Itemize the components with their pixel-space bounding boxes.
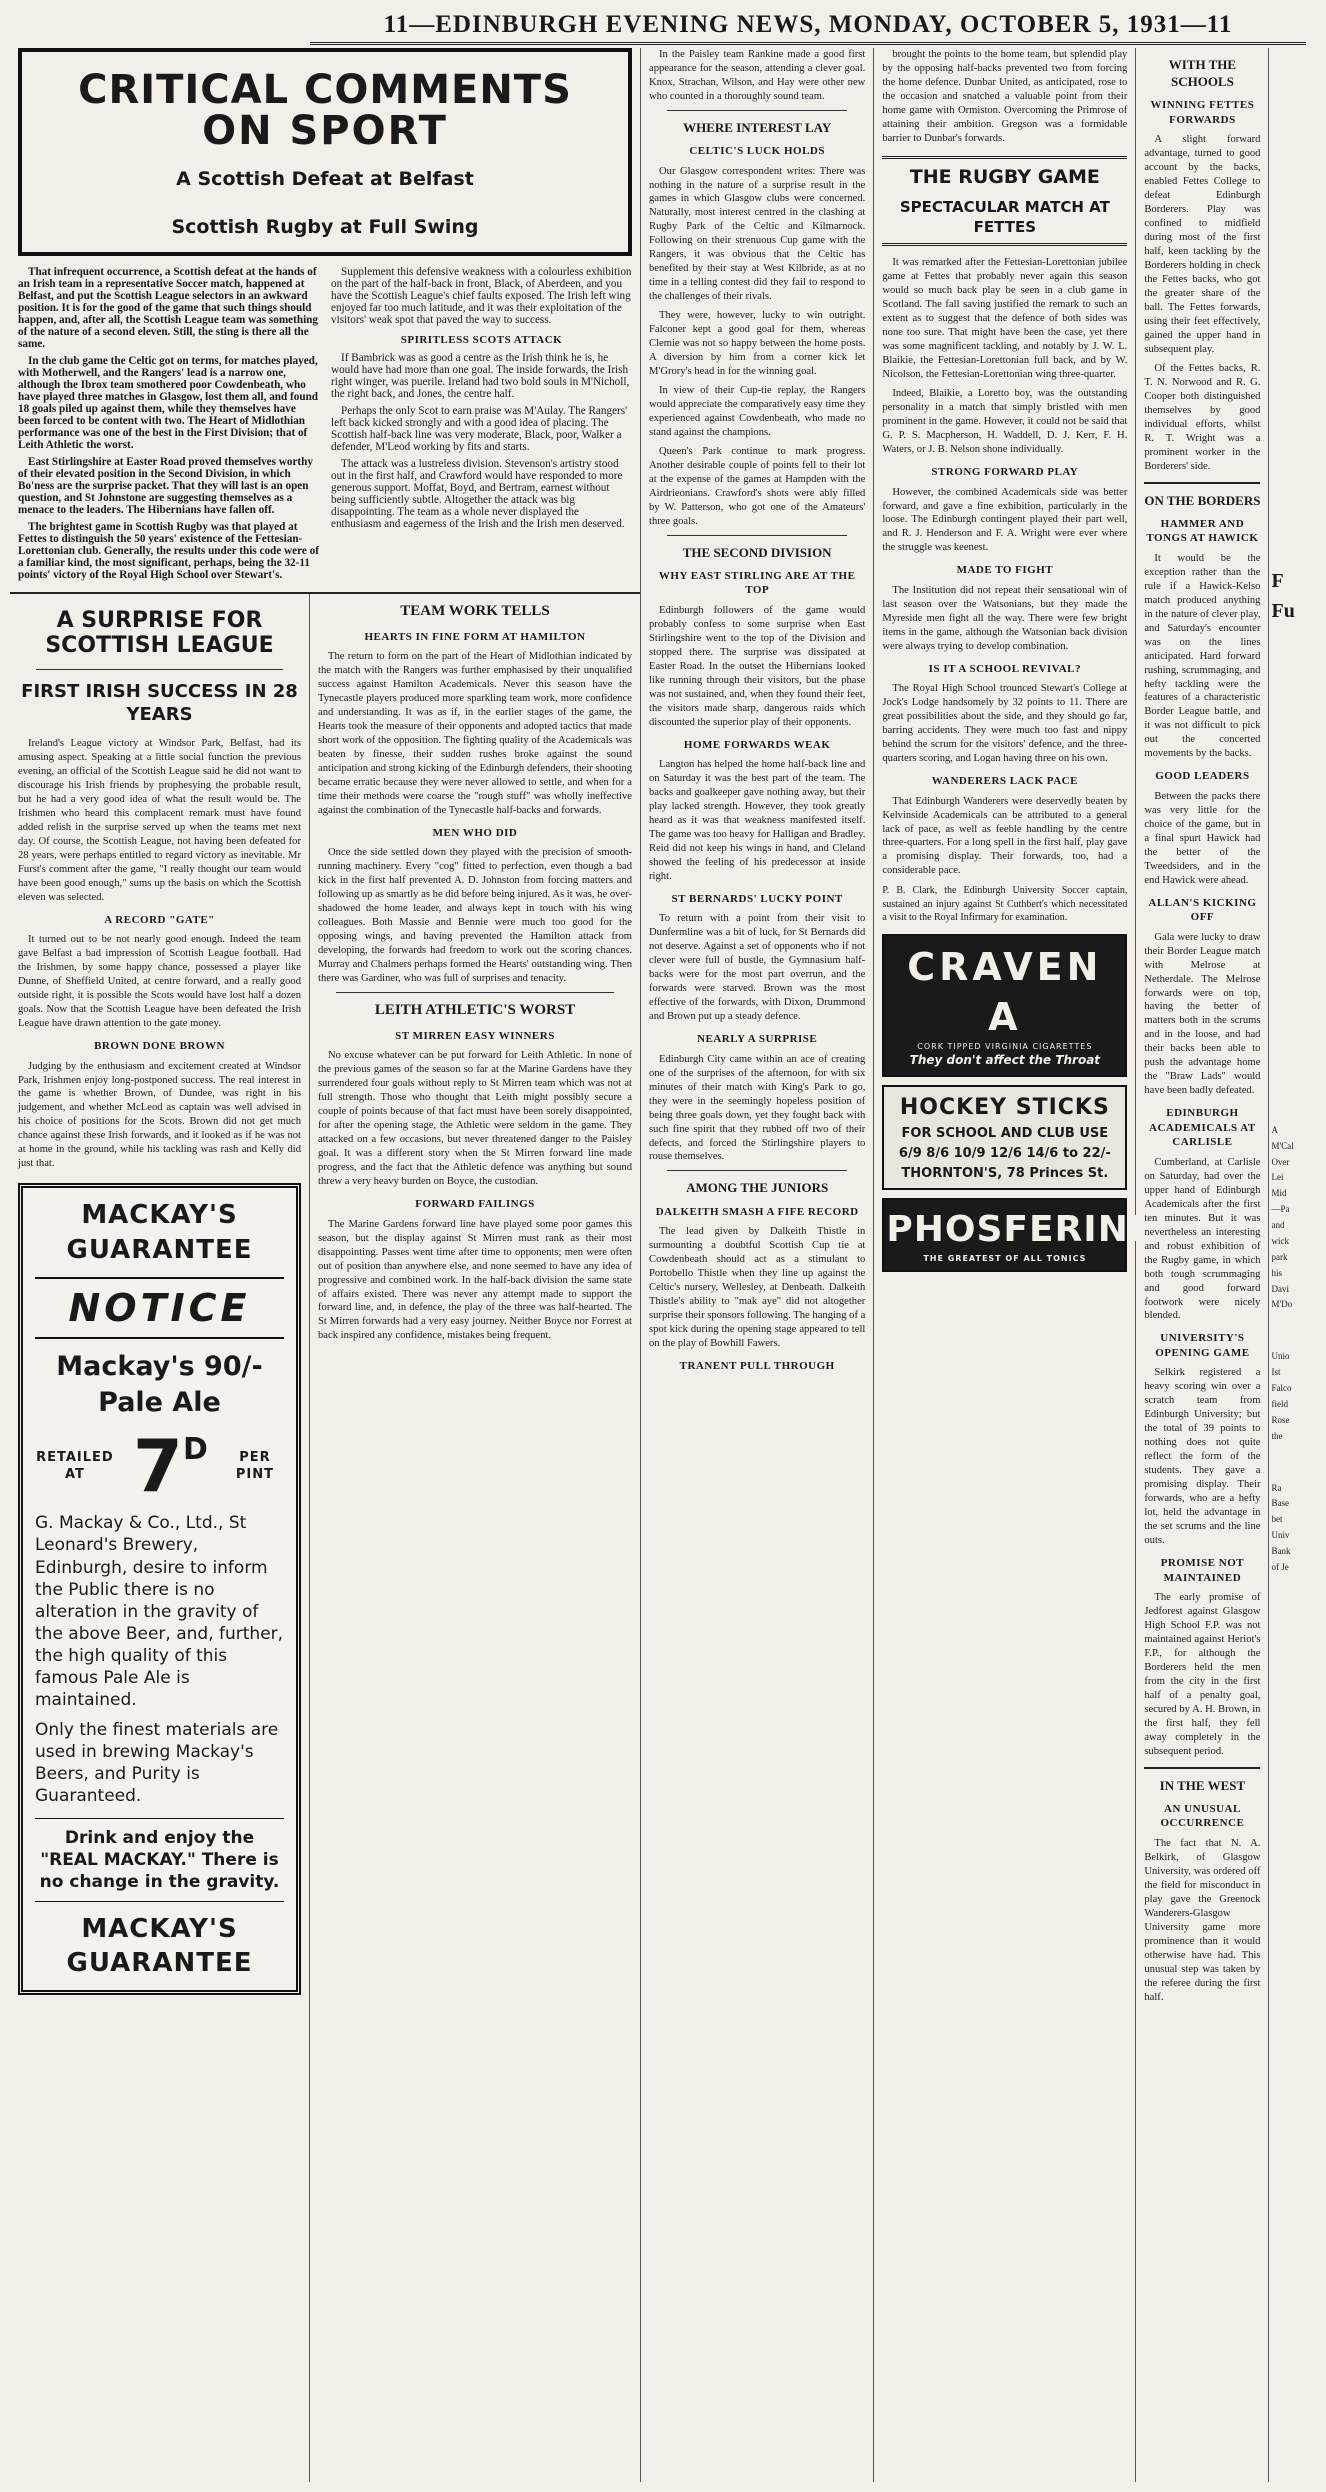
east-stirling-subhead: WHY EAST STIRLING ARE AT THE TOP <box>658 569 856 597</box>
ad-price-unit: D <box>182 1432 208 1468</box>
ad-retailed: RETAILED AT <box>36 1450 114 1483</box>
subhead: GOOD LEADERS <box>1155 770 1250 783</box>
column-3 <box>641 48 874 2482</box>
divider <box>36 669 283 670</box>
edge-fragment: Ra <box>1271 1482 1282 1493</box>
edge-fragment: Unio <box>1271 1351 1290 1362</box>
article-para: That Edinburgh Wanderers were deservedly beaten by Kelvinside Academicals can be attributed to a general lack of pace, as well as feeble handling by the centre three-quarters. For a long spell in the first half, play gave a promising display. Their forwards, too, had a considerable pace. <box>882 795 1128 877</box>
article-para: They were, however, lucky to win outright. Falconer kept a good goal for them, whereas Clemie was not so happy between the home posts. A diversion by him from a corner kick let M'Grory's head in for the winning goal. <box>649 310 866 378</box>
fettes-headline: SPECTACULAR MATCH AT FETTES <box>899 197 1110 236</box>
subhead: FORWARD FAILINGS <box>415 1198 535 1211</box>
article-para: It would be the exception rather than the rule if a Hawick-Kelso match produced anything in the nature of clever play, and Saturday's encounter was on the lines anticipated. Hard forward rushing, scrummaging, and hefty tackling were the features of a characteristic Border League battle, and it was not difficult to pick out the concerted movements by the backs. <box>1144 552 1261 760</box>
ad-guarantee-bottom: MACKAY'S GUARANTEE <box>66 1913 253 1979</box>
subhead: WANDERERS LACK PACE <box>931 775 1078 788</box>
lead-para: In the club game the Celtic got on terms, for matches played, with Motherwell, and the Rangers' lead is a narrow one, although the Ibrox team smothered poor Cowdenbeath, who have played three matches in Glasgow, lost them all, and found 18 goals piled up against them, while they themselves have been forced to be content with two. The Heart of Midlothian performance was one of the best in the First Division; that of Leith Athletic the worst. <box>18 355 319 451</box>
second-division-headline: THE SECOND DIVISION <box>682 544 832 560</box>
article-para: It was remarked after the Fettesian-Lorettonian jubilee game at Fettes that probably never again this season would so much back play be seen in a club game in Scotland. The fall saving justified the remark to such an extent as to suggest that the defence of both sides was none too sure. That might have been the case, yet there was some magnificent tackling, and notably by J. W. L. Blaikie, the Fettesian-Lorettonian full back, and by W. Nicolson, the Fettesian-Lorettonian wing three-quarter. <box>882 257 1128 381</box>
edge-fragment: Rose <box>1271 1414 1290 1425</box>
edge-fragment: Falco <box>1271 1383 1292 1394</box>
schools-headline: WITH THE SCHOOLS <box>1168 57 1237 90</box>
craven-tagline: They don't affect the Throat <box>909 1052 1101 1067</box>
article-para: The lead given by Dalkeith Thistle in surmounting a doubtful Scottish Cup tie at Cowdenbeath should act as a stimulant to Portobello Thistle when they line up against the Celtic's nursery, Wellesley, at Denbeath. Dalkeith Thistle's ability to "mak aye" did not altogether surprise their sponsors following. The hanging of a spot kick during the opening stage appeared to tell on the play of Bowhill Fawers. <box>649 1226 866 1349</box>
lead-article <box>18 266 632 586</box>
dalkeith-subhead: DALKEITH SMASH A FIFE RECORD <box>655 1205 859 1218</box>
ad-body: G. Mackay & Co., Ltd., St Leonard's Brewery, Edinburgh, desire to inform the Public there is no alteration in the gravity of the above Beer, and, further, the high quality of this famous Pale Ale is maintained. <box>35 1513 284 1711</box>
irish-success-headline: FIRST IRISH SUCCESS IN 28 YEARS <box>21 680 298 726</box>
article-para: It turned out to be not nearly good enough. Indeed the team gave Belfast a bad impression of Scottish League football. Had the Irishmen, by some happy chance, possessed a player like Dunne, of Sheffield United, at centre forward, and a really good outside right, it is possible the Scots would have lost half a dozen goals. Now that the Scottish League have been defeated the Irish League have drawn attention to the gate money. <box>18 934 301 1030</box>
subhead: BROWN DONE BROWN <box>94 1040 225 1053</box>
subhead: ALLAN'S KICKING OFF <box>1148 896 1257 924</box>
article-para: Ireland's League victory at Windsor Park, Belfast, had its amusing aspect. Speaking at a little social function the previous evening, an official of the Scottish League said he did not want to discourage his Irish friends by prophesying the probable result, but he had a very good idea of what the result would be. The Irishmen who heard this complacent remark must have found added relish in the surprise served up when the teams met next day. Of course, the Scottish League, not having been defeated for 28 years, were perhaps entitled to regard victory as inevitable. Mr Furst's comment after the game, "I really thought our team would have been good enough," sums up the basis on which the Scottish eleven was selected. <box>18 738 301 903</box>
celtic-subhead: CELTIC'S LUCK HOLDS <box>689 145 825 158</box>
surprise-headline: A SURPRISE FOR SCOTTISH LEAGUE <box>45 608 274 659</box>
lead-para: Perhaps the only Scot to earn praise was M'Aulay. The Rangers' left back kicked strongly and with a good idea of placing. The Scottish half-back line was very moderate, Black, poor, Walker a defender, M'Leod working by fits and starts. <box>331 405 628 453</box>
lead-para: If Bambrick was as good a centre as the Irish think he is, he would have had more than one goal. The inside forwards, the Irish right winger, was puerile. Ireland had two bold souls in M'Nicholl, the right back, and Jones, the centre half. <box>331 352 630 400</box>
article-para: However, the combined Academicals side was better forward, and gave a fine exhibition, particularly in the loose. The Edinburgh contingent played their part well, and R. J. Henderson and F. A. Wright were ever where the struggle was keenest. <box>882 486 1128 554</box>
subhead: EDINBURGH ACADEMICALS AT CARLISLE <box>1149 1107 1256 1149</box>
lower-left <box>10 592 640 2482</box>
ad-price-number: 7 <box>132 1424 183 1509</box>
hockey-prices: 6/9 8/6 10/9 12/6 14/6 to 22/- <box>898 1145 1111 1161</box>
subhead: MEN WHO DID <box>432 826 518 839</box>
article-para: Once the side settled down they played with the precision of smooth-running machinery. Every "cog" fitted to perfection, even though a bad kick in the first half prevented A. D. Johnston from forcing matters and following up as smartly as he did before being injured. As it was, he over-shadowed the home leader, and always kept in touch with his wing colleagues. Both Massie and Bennie were much too good for the opposing wings, and having prevented the Hamilton attack from developing, the forwards had freedom to work out the scoring chances. Murray and Chalmers perhaps formed the Hearts' outstanding wing. Then there was Gardiner, who was full of surprises and tenacity. <box>318 847 632 985</box>
edge-fragment: field <box>1271 1398 1288 1409</box>
subhead: HOME FORWARDS WEAK <box>683 738 831 751</box>
hawick-subhead: HAMMER AND TONGS AT HAWICK <box>1146 517 1259 545</box>
divider <box>667 1170 847 1171</box>
column-4 <box>874 48 1155 2482</box>
column-1 <box>10 594 310 2482</box>
subhead: PROMISE NOT MAINTAINED <box>1160 1557 1245 1584</box>
clark-note: P. B. Clark, the Edinburgh University Soccer captain, sustained an injury against St Cuthbert's which necessitated a visit to the Royal Infirmary for examination. <box>882 885 1128 923</box>
masthead: 11—EDINBURGH EVENING NEWS, MONDAY, OCTOBER 5, 1931—11 <box>310 8 1306 45</box>
column-edge-cutoff <box>1269 48 1316 2482</box>
subhead: NEARLY A SURPRISE <box>697 1033 818 1046</box>
article-para: Our Glasgow correspondent writes: There was nothing in the nature of a surprise result in the games in which Glasgow clubs were concerned. Naturally, most interest centred in the clashing at Rugby Park of the Celtic and Kilmarnock. Following on their strenuous Cup game with the Rangers, it was obvious that the Celtic has benefited by their stay at West Kilbride, as at no time in a telling contest did they fail to respond to the challenges of their rivals. <box>649 165 866 303</box>
article-para: Edinburgh followers of the game would probably confess to some surprise when East Stirlingshire went to the top of the Division and stopped there. The surprise was dissipated at Easter Road. In the outset the Hibernians looked like running through their visitors, but the phase was not sustained, and, when they found their feet, the visitors made sharp, dangerous raids which discounted the superior play of their opponents. <box>649 604 866 728</box>
borders-headline: ON THE BORDERS <box>1144 492 1261 508</box>
header-sub-1: A Scottish Defeat at Belfast <box>176 168 474 190</box>
subhead: SPIRITLESS SCOTS ATTACK <box>400 334 563 346</box>
leith-headline: LEITH ATHLETIC'S WORST <box>374 1002 576 1019</box>
edge-fragment: Bank <box>1271 1546 1291 1557</box>
subhead: MADE TO FIGHT <box>956 564 1054 577</box>
edge-fragment: his <box>1271 1267 1282 1278</box>
edge-fragment: and <box>1271 1220 1285 1231</box>
edge-fragment: Davi <box>1271 1283 1289 1294</box>
edge-fragment: A <box>1271 1124 1278 1135</box>
lead-para: That infrequent occurrence, a Scottish defeat at the hands of an Irish team in a representative Soccer match, happened at Belfast, and put the Scottish League selectors in an awkward position. It is for the good of the game that such things should happen, and, after all, the Scottish League team was something of the nature of a second eleven. Still, the sting is there all the same. <box>18 266 318 350</box>
hockey-headline: HOCKEY STICKS <box>899 1094 1110 1120</box>
lead-para: The brightest game in Scottish Rugby was that played at Fettes to distinguish the 50 years' existence of the Fettesian-Lorettonian club. Generally, the results under this code were of a familiar kind, the most significant, perhaps, being the 32-11 points' victory of the Royal High School over Stewart's. <box>18 521 319 581</box>
article-para: No excuse whatever can be put forward for Leith Athletic. In none of the previous games of the season so far at the Marine Gardens have they surrendered four goals without reply to St Mirren team which was not at full strength. Those who thought that Leith might possibly secure a couple of points because of that fact must have been sorely disappointed, for after the opening stage, the Athletic were seldom in the game. They attacked on a few occasions, but never threatened danger to the Paisley goal. It was a different story when the St Mirren forward line made progress, and the fact that the Athletic defence was anything but sound threw a very heavy burden on Boyce, the custodian. <box>318 1050 632 1188</box>
edge-fragment: of Je <box>1271 1561 1289 1572</box>
rugby-headline: THE RUGBY GAME <box>909 165 1100 188</box>
ad-drink: Drink and enjoy the "REAL MACKAY." There is no change in the gravity. <box>35 1818 284 1902</box>
article-para: Gala were lucky to draw their Border League match with Melrose at Netherdale. The Melrose forwards were on top, having the better of matters both in the scrums and in the loose, and had their backs been able to push the advantage home the "Braw Lads" would have been badly defeated. <box>1144 931 1261 1097</box>
columns <box>10 48 1316 2482</box>
edge-fragment: park <box>1271 1251 1288 1262</box>
article-para: Langton has helped the home half-back line and on Saturday it was the best part of the team. The backs and goalkeeper gave nothing away, but their play lacked strength. However, they took greatly heard as it was that weakness manifested itself. The game was too heavy for Halligan and Bradley. Reid did not keep his wings in hand, and Cleland showed the feeling of his predecessor at inside right. <box>649 759 866 882</box>
hockey-shop: THORNTON'S, 78 Princes St. <box>901 1165 1109 1181</box>
edge-fragment: Univ <box>1271 1530 1290 1541</box>
team-work-headline: TEAM WORK TELLS <box>400 603 550 619</box>
divider <box>667 110 847 111</box>
edge-fragment: Lei <box>1271 1172 1284 1183</box>
craven-a-advert <box>882 934 1127 1077</box>
article-para: In view of their Cup-tie replay, the Rangers would appreciate the comparatively easy time they experienced against Cowdenbeath, who made no stand against the champions. <box>649 385 866 438</box>
article-para: brought the points to the home team, but splendid play by the opposing half-backs prevented two from forcing the home defence. Dunbar United, as anticipated, rose to the occasion and snatched a valuable point from their home game with Ormiston. Overcoming the Primrose of attaining their ambition. Gregson was a formidable barrier to Dunbar's forwards. <box>882 49 1128 144</box>
edge-fragment: —Pa <box>1271 1204 1290 1215</box>
divider <box>667 535 847 536</box>
mackay-advert <box>18 1183 301 1995</box>
article-para: The Royal High School trounced Stewart's College at Jock's Lodge handsomely by 32 points to 11. There are great possibilities about the side, and they should go far, barring accidents. They were much too fast and nippy behind the scrum for the visitors' defence, and the three-quarters scoring, and Logan having three on his own. <box>882 683 1128 765</box>
edge-fragment: the <box>1271 1430 1283 1441</box>
article-para: The return to form on the part of the Heart of Midlothian indicated by the match with the Rangers was further emphasised by their unqualified success against Hamilton Academicals. Never this season have the Tynecastle players produced more sparkling team work, more confidence and understanding. It was as if, in the earlier stages of the game, the Hearts took the measure of their opponents and adopted tactics that made short work of the opposition. The fighting quality of the Academicals was beaten by finesse, their sudden rushes broke against the sound anticipation and strong kicking of the Edinburgh defenders, their shooting became erratic because they were never allowed to settle, and when for a time their methods were coarse the "rough stuff" was wholly ineffective against the combination of the Tynecastle half-backs and forwards. <box>318 651 632 816</box>
divider <box>1144 482 1260 484</box>
edge-fragment: Over <box>1271 1156 1290 1167</box>
article-para: The early promise of Jedforest against Glasgow High School F.P. was not maintained against Heriot's F.P., for although the Borderers held the men from the city in the first half of a penalty goal, secured by A. H. Brown, in the first half, they fell away completely in the subsequent period. <box>1144 1592 1261 1757</box>
header-line-1: CRITICAL COMMENTS <box>78 67 572 113</box>
edge-fragment: M'Cal <box>1271 1140 1294 1151</box>
ad-per-pint: PER PINT <box>235 1450 274 1483</box>
edge-fragment: Base <box>1271 1498 1289 1509</box>
header-line-2: ON SPORT <box>202 108 448 154</box>
juniors-headline: AMONG THE JUNIORS <box>686 1180 829 1196</box>
edge-fragment: Fu <box>1271 600 1295 623</box>
phosferine-sub: THE GREATEST OF ALL TONICS <box>923 1253 1087 1263</box>
lead-para: The attack was a lustreless division. Stevenson's artistry stood out in the first half, and Crawford would have responded to more generous support. Moffat, Boyd, and Bertram, earnest without being sufficiently subtle. Altogether the attack was big disappointing. The team as a whole never displayed the enthusiasm and eagerness of the Irish and the Irish men deserved. <box>331 458 625 530</box>
divider <box>336 992 614 993</box>
article-para: Queen's Park continue to mark progress. Another desirable couple of points fell to their lot at the expense of the games at Hampden with the Airdrieonians. Crawford's shots were ably filled by W. Patterson, who got one of the Amateurs' three goals. <box>649 445 866 527</box>
article-para: Edinburgh City came within an ace of creating one of the surprises of the afternoon, for with six minutes of their match with King's Park to go, they were in the seemingly hopeless position of being three goals down, yet they fought back with such fine spirit that they rubbed off two of their defects, and forced the Stirlingshire players to rouse themselves. <box>649 1053 866 1163</box>
lead-right <box>331 266 632 586</box>
article-para: In the Paisley team Rankine made a good first appearance for the season, attending a clever goal. Knox, Strachan, Wilson, and Hay were other new who counted in a thoroughly sound team. <box>649 49 866 102</box>
edge-fragment: F <box>1271 570 1284 592</box>
edge-fragment: M'Do <box>1271 1299 1293 1310</box>
west-headline: IN THE WEST <box>1159 1777 1246 1793</box>
article-para: The Institution did not repeat their sensational win of last season over the Watsonians, but they made the Myreside men fight all the way. There were few bright items in the game, although the Watsonian back division were always trying to develop combination. <box>882 584 1128 652</box>
column-5 <box>1136 48 1269 2482</box>
critical-comments-header <box>18 48 632 256</box>
subhead: A RECORD "GATE" <box>104 913 215 926</box>
article-para: Between the packs there was very little for the choice of the game, but in a final spurt Hawick had the better of the Tweedsiders, and in the end Hawick were ahead. <box>1144 790 1261 886</box>
column-2 <box>310 594 640 2482</box>
phosferine-advert <box>882 1198 1155 1272</box>
article-para: Selkirk registered a heavy scoring win over a scratch team from Edinburgh University; but the total of 39 points to nothing does not quite reflect the form of the students. They gave a promising display. Their forwards, who are a hefty lot, held the advantage in the set scrums and the line outs. <box>1144 1367 1261 1547</box>
subhead: IS IT A SCHOOL REVIVAL? <box>928 662 1081 675</box>
craven-fine: CORK TIPPED VIRGINIA CIGARETTES <box>917 1042 1093 1052</box>
lead-block <box>10 48 640 586</box>
article-para: A slight forward advantage, turned to good account by the backs, enabled Fettes College to defeat Edinburgh Borderers. Play was confined to midfield during most of the first half, keen tackling by the Borderers holding in check the Fettes backs, who got the greater share of the ball. The Fettes forwards, using their feet effectively, gained the upper hand in subsequent play. <box>1144 134 1261 355</box>
st-mirren-subhead: ST MIRREN EASY WINNERS <box>395 1029 555 1042</box>
article-para: Cumberland, at Carlisle on Saturday, had over the upper hand of Edinburgh Academicals after the first ten minutes. But it was nevertheless an interesting and robust exhibition of the Rugby game, in which both tough scrummaging and good forward footwork were nicely blended. <box>1144 1156 1261 1322</box>
article-para: Of the Fettes backs, R. T. N. Norwood and R. G. Cooper both distinguished themselves by good individual efforts, whilst R. T. Wright was a prominent worker in the Borderers' side. <box>1144 362 1261 472</box>
edge-fragment: Mid <box>1271 1188 1287 1199</box>
subhead: UNIVERSITY'S OPENING GAME <box>1155 1332 1250 1359</box>
ad-body-2: Only the finest materials are used in brewing Mackay's Beers, and Purity is Guaranteed. <box>35 1720 279 1807</box>
edge-fragment: wick <box>1271 1235 1289 1246</box>
where-interest-headline: WHERE INTEREST LAY <box>683 119 832 135</box>
edge-fragment: bet <box>1271 1514 1283 1525</box>
lead-para: East Stirlingshire at Easter Road proved themselves worthy of their elevated position in the Second Division, in which Bo'ness are the surprise packet. That they will last is an open question, and St Johnstone are suggesting themselves as a menace to the leaders. The Hibernians have fallen off. <box>18 456 313 516</box>
ad-ale-name: Mackay's 90/- Pale Ale <box>56 1351 263 1418</box>
rugby-game-header <box>882 156 1127 247</box>
ad-notice: NOTICE <box>35 1277 284 1339</box>
craven-brand: CRAVEN A <box>907 944 1103 1040</box>
left-block <box>10 48 641 2482</box>
article-para: The fact that N. A. Belkirk, of Glasgow University, was ordered off the field for misconduct in play gave the Greenock Wanderers-Glasgow University game more prominence than it would otherwise have had. This unusual step was taken by the referee during the first half. <box>1144 1837 1261 2003</box>
hearts-subhead: HEARTS IN FINE FORM AT HAMILTON <box>364 630 586 643</box>
hockey-advert <box>882 1085 1127 1191</box>
article-para: Indeed, Blaikie, a Loretto boy, was the outstanding personality in a match that simply bristled with men prominent in the game. However, it could not be said that G. P. S. Macpherson, H. Waddell, D. J. Kerr, F. H. Waters, or J. B. Nelson shone individually. <box>882 388 1128 456</box>
lead-para: Supplement this defensive weakness with a colourless exhibition on the part of the half-back in front, Black, of Aberdeen, and you have the Scottish League's chief faults exposed. The Irish left wing enjoyed far too much latitude, and it was their exploitation of the visitors' weak spot that paved the way to success. <box>331 266 632 326</box>
ad-price <box>35 1424 284 1509</box>
subhead: ST BERNARDS' LUCKY POINT <box>671 892 843 905</box>
hockey-sub: FOR SCHOOL AND CLUB USE <box>901 1125 1109 1141</box>
ad-guarantee-top: MACKAY'S GUARANTEE <box>66 1200 253 1265</box>
subhead: TRANENT PULL THROUGH <box>679 1359 835 1372</box>
ad-price-value <box>132 1424 208 1509</box>
phosferine-brand: PHOSFERINE <box>886 1209 1155 1251</box>
article-para: Judging by the enthusiasm and excitement created at Windsor Park, Irishmen enjoy long-postponed success. The real interest in the game is whether Brown, of Dundee, was right in his judgement, and whether McLeod as captain was well advised in his choice of positions for the Scots. Brown did not get much chance against these Irish forwards, and it looked as if he was not at home in the ground, while his tackling was rash and Kelly did just that. <box>18 1060 301 1170</box>
edge-fragment: Ist <box>1271 1367 1281 1378</box>
fettes-subhead: WINNING FETTES FORWARDS <box>1150 99 1255 126</box>
article-para: The Marine Gardens forward line have played some poor games this season, but the display against St Mirren must rank as their most disappointing. Passes went time after time to opponents; men were often out of position than anywhere else, and none seemed to have any idea of progressive and combined work. In the half-back division the same state of affairs existed. There was never any attempt made to support the forward line, and, in defence, the play of the three was half-hearted. The St Mirren forwards had a very easy journey. Neither Boyce nor Forrest at back inspired any confidence, mistakes being frequent. <box>318 1218 632 1342</box>
divider <box>1144 1767 1260 1769</box>
header-sub-2: Scottish Rugby at Full Swing <box>171 216 479 238</box>
unusual-subhead: AN UNUSUAL OCCURRENCE <box>1160 1802 1245 1830</box>
article-para: To return with a point from their visit to Dunfermline was a bit of luck, for St Bernards did not deserve. Against a set of opponents who if not clever were full of bustle, the Gymnasium half-backs were for the most part overrun, and the forwards were starved. Brown was the most effective of the forwards, with Dixon, Drummond and Brown put up a steady defence. <box>649 913 866 1023</box>
subhead: STRONG FORWARD PLAY <box>931 466 1079 479</box>
lead-left <box>18 266 319 586</box>
